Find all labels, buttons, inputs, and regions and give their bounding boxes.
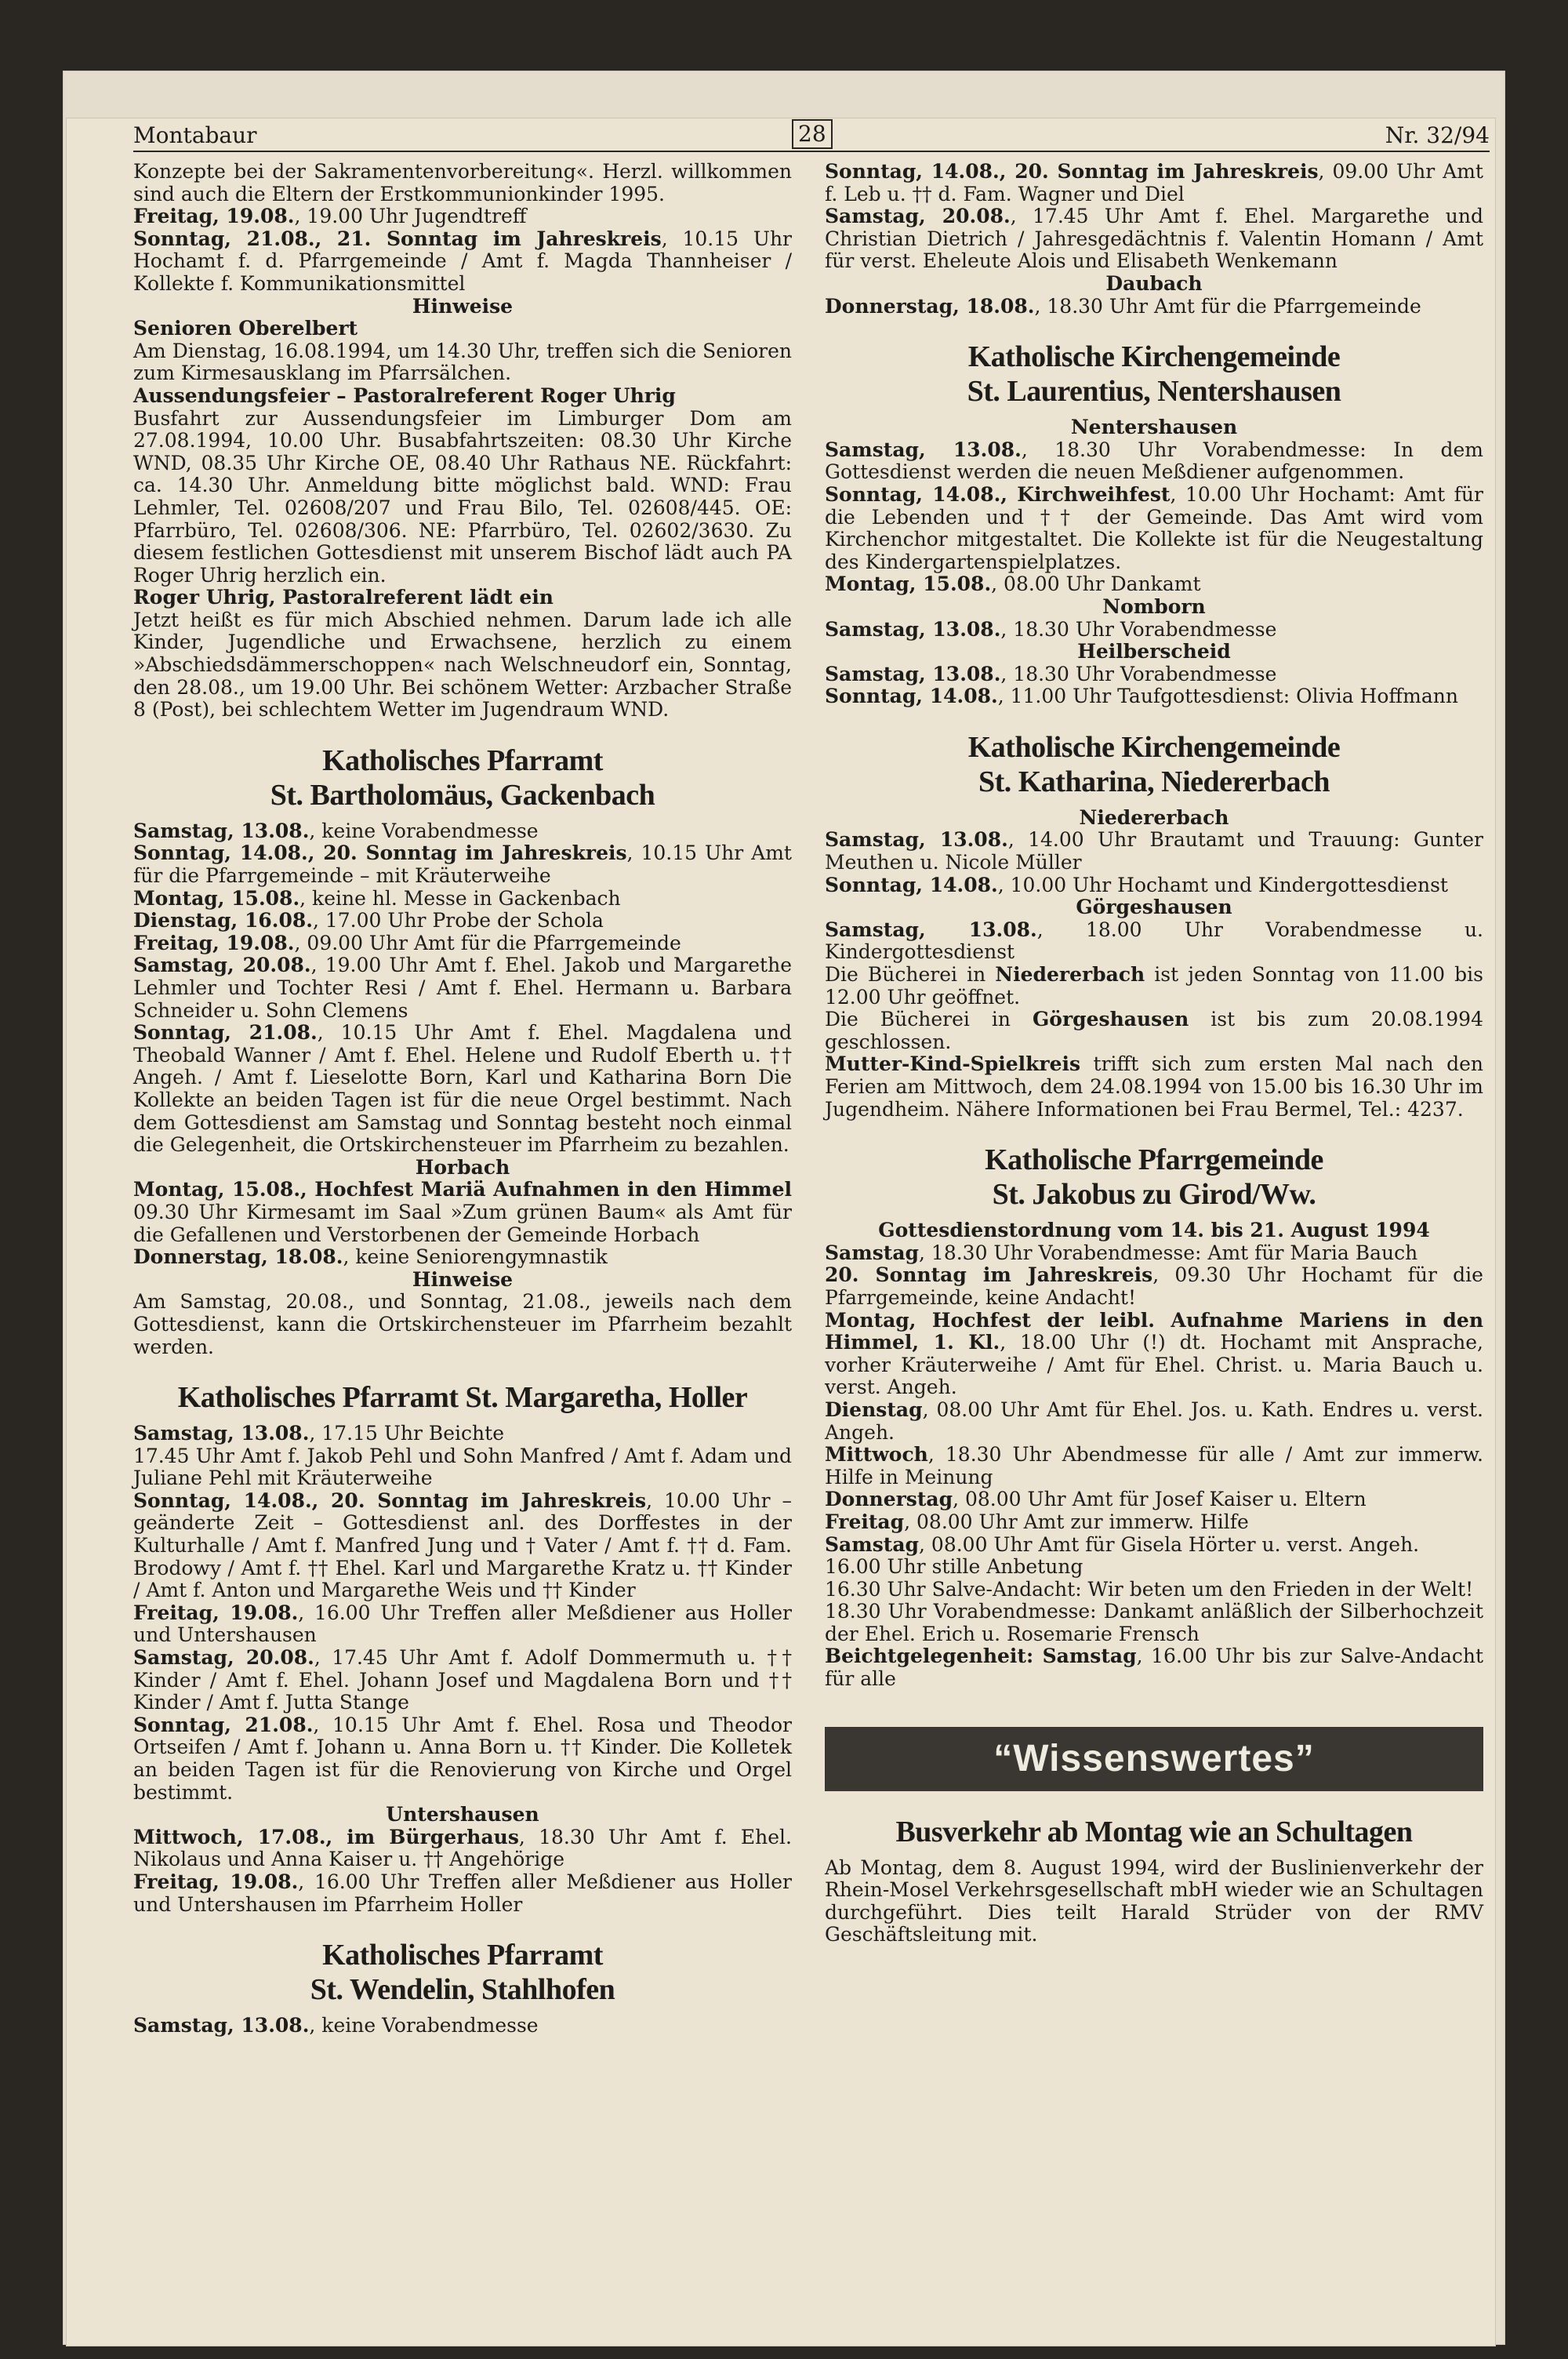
subsection-heading: Horbach (415, 1155, 510, 1179)
paragraph (825, 1601, 1483, 1645)
text-run: , 17.45 Uhr Amt f. Ehel. Margarethe und Christian Dietrich / Jahresgedächtnis f. Valentin Homann / Amt für verst. Eheleute Alois und Elisabeth Wenkemann (825, 205, 1483, 273)
text-run: , 17.00 Uhr Probe der Schola (312, 909, 604, 932)
subsection-heading: Hinweise (412, 294, 514, 318)
paragraph (825, 919, 1483, 964)
paragraph (825, 1556, 1483, 1579)
text-run: , 19.00 Uhr Amt f. Ehel. Jakob und Margarethe Lehmler und Tochter Resi / Amt f. Ehel. Hermann u. Barbara Schneider u. Sohn Clemens (133, 954, 792, 1022)
paragraph (825, 874, 1483, 897)
paragraph (133, 954, 792, 1022)
text-run: , 10.00 Uhr – geänderte Zeit – Gottesdienst anl. des Dorffestes in der Kulturhalle / Amt f. Manfred Jung und † Vater / Amt f. †† d. Fam. Brodowy / Amt f. †† Ehel. Karl und Margarethe Kratz u. †† Kinder / Amt f. Anton und Margarethe Weis und †† Kinder (133, 1488, 792, 1602)
bold-text: Samstag, 13.08. (133, 1422, 310, 1445)
paragraph (825, 1399, 1483, 1444)
bold-text: Freitag, 19.08. (133, 205, 295, 228)
paragraph (133, 1179, 792, 1246)
paragraph (825, 829, 1483, 874)
issue-number: Nr. 32/94 (1385, 122, 1490, 148)
bold-text: Samstag, 20.08. (825, 205, 1011, 228)
text-run: , 16.00 Uhr Treffen aller Meßdiener aus Holler und Untershausen (133, 1601, 792, 1647)
paragraph (133, 842, 792, 887)
bold-text: Sonntag, 14.08., 20. Sonntag im Jahreskreis (133, 1488, 647, 1512)
paragraph (825, 1579, 1483, 1601)
paragraph (825, 296, 1483, 318)
section-heading-line: Katholisches Pfarramt St. Margaretha, Holler (177, 1381, 748, 1415)
bold-text: Görgeshausen (1032, 1008, 1189, 1031)
text-run: , 18.30 Uhr Vorabendmesse: In dem Gottesdienst werden die neuen Meßdiener aufgenommen. (825, 438, 1483, 484)
paragraph (825, 619, 1483, 642)
bold-text: 20. Sonntag im Jahreskreis (825, 1263, 1153, 1287)
paragraph (825, 964, 1483, 1009)
section-heading (133, 1380, 792, 1415)
bold-text: Samstag (825, 1532, 920, 1556)
text-run: 16.30 Uhr Salve-Andacht: Wir beten um den Frieden in der Welt! (825, 1577, 1474, 1601)
paragraph (825, 1857, 1483, 1946)
text-run: ist jeden Sonntag von 11.00 bis 12.00 Uhr geöffnet. (825, 963, 1483, 1009)
paragraph (133, 1871, 792, 1916)
paragraph (825, 663, 1483, 686)
section-heading-line: Busverkehr ab Montag wie an Schultagen (895, 1815, 1413, 1848)
wissenswertes-banner: “Wissenswertes” (825, 1727, 1483, 1791)
paragraph (133, 1490, 792, 1602)
paragraph (133, 385, 792, 408)
paragraph (825, 1053, 1483, 1121)
paragraph (133, 609, 792, 722)
bold-text: Donnerstag, 18.08. (133, 1245, 343, 1269)
bold-text: Donnerstag (825, 1488, 953, 1511)
text-run: , 09.30 Uhr Hochamt für die Pfarrgemeinde, keine Andacht! (825, 1263, 1483, 1309)
right-column (825, 161, 1483, 1946)
section-heading (133, 1938, 792, 2007)
text-run: , 17.15 Uhr Beichte (309, 1422, 504, 1445)
subsection-heading: Nomborn (1102, 594, 1206, 618)
paragraph (825, 1488, 1483, 1511)
left-column (133, 161, 792, 2037)
text-run: , 11.00 Uhr Taufgottesdienst: Olivia Hoffmann (997, 685, 1458, 708)
bold-text: Samstag, 20.08. (133, 1646, 314, 1670)
paragraph (825, 1264, 1483, 1309)
bold-text: Samstag, 20.08. (133, 954, 311, 977)
text-run: , 18.00 Uhr Vorabendmesse u. Kindergottesdienst (825, 918, 1484, 964)
paragraph (133, 318, 792, 340)
paragraph (825, 1310, 1483, 1399)
section-heading-line: Katholisches Pfarramt (322, 743, 603, 777)
bold-text: Sonntag, 14.08., Kirchweihfest (825, 482, 1171, 506)
text-run: , 08.00 Uhr Amt für Ehel. Jos. u. Kath. Endres u. verst. Angeh. (825, 1398, 1483, 1444)
bold-text: Mutter-Kind-Spielkreis (825, 1052, 1081, 1076)
paragraph (825, 484, 1483, 573)
subsection-heading: Gottesdienstordnung vom 14. bis 21. August 1994 (878, 1219, 1430, 1242)
bold-text: Sonntag, 14.08., 20. Sonntag im Jahreskreis (825, 160, 1319, 183)
text-run: , keine hl. Messe in Gackenbach (299, 886, 621, 910)
paragraph (133, 1423, 792, 1445)
text-run: Die Bücherei in (825, 1008, 1033, 1031)
text-run: , 18.00 Uhr (!) dt. Hochamt mit Ansprache, vorher Kräuterweihe / Amt für Ehel. Christ. u. Maria Bauch u. verst. Angeh. (825, 1331, 1483, 1399)
bold-text: Samstag, 13.08. (825, 828, 1008, 852)
paragraph (133, 161, 792, 205)
section-heading (825, 340, 1483, 409)
section-heading-line: Katholisches Pfarramt (322, 1939, 603, 1972)
paragraph (133, 205, 792, 228)
bold-text: Samstag, 13.08. (825, 617, 1001, 641)
text-run: Busfahrt zur Aussendungsfeier im Limburger Dom am 27.08.1994, 10.00 Uhr. Busabfahrtszeiten: 08.30 Uhr Kirche WND, 08.35 Uhr Kirche OE, 08.40 Uhr Rathaus NE. Rückfahrt: ca. 14.30 Uhr. Anmeldung bitte möglichst bald. WND: Frau Lehmler, Tel. 02608/207 und Frau Bilo, Tel. 02608/445. OE: Pfarrbüro, Tel. 02608/306. NE: Pfarrbüro, Tel. 02602/3630. Zu diesem festlichen Gottesdienst mit unserem Bischof lädt auch PA Roger Uhrig herzlich ein. (133, 406, 792, 587)
paragraph (133, 1022, 792, 1157)
paragraph (825, 1534, 1483, 1557)
paragraph (825, 161, 1483, 205)
paragraph (133, 820, 792, 843)
text-run: Am Dienstag, 16.08.1994, um 14.30 Uhr, treffen sich die Senioren zum Kirmesausklang im Pfarrsälchen. (133, 339, 792, 385)
header-town: Montabaur (133, 122, 257, 148)
paragraph (133, 1445, 792, 1490)
paragraph (133, 587, 792, 609)
text-run: ist bis zum 20.08.1994 geschlossen. (825, 1008, 1483, 1053)
text-run: , 17.45 Uhr Amt f. Adolf Dommermuth u. †† Kinder / Amt f. Ehel. Johann Josef und Magdalena Born und †† Kinder / Amt f. Jutta Stange (133, 1646, 792, 1714)
paragraph (133, 408, 792, 587)
bold-text: Freitag, 19.08. (133, 1601, 299, 1624)
text-run: , 18.30 Uhr Amt f. Ehel. Nikolaus und Anna Kaiser u. †† Angehörige (133, 1825, 793, 1871)
text-run: , 09.00 Uhr Amt f. Leb u. †† d. Fam. Wagner und Diel (825, 160, 1483, 205)
bold-text: Sonntag, 21.08., 21. Sonntag im Jahreskreis (133, 227, 662, 250)
subsection-heading: Görgeshausen (1076, 896, 1232, 919)
subsection-heading: Daubach (1105, 271, 1203, 295)
text-run: , keine Seniorengymnastik (343, 1245, 608, 1269)
bold-text: Niedererbach (995, 963, 1145, 987)
section-heading-line: St. Bartholomäus, Gackenbach (270, 778, 655, 812)
paragraph (133, 1246, 792, 1269)
text-run: 16.00 Uhr stille Anbetung (825, 1555, 1083, 1579)
text-run: Am Samstag, 20.08., und Sonntag, 21.08., jeweils nach dem Gottesdienst, kann die Ortskirchensteuer im Pfarrheim bezahlt werden. (133, 1290, 792, 1358)
bold-text: Montag, 15.08. (825, 572, 992, 596)
section-heading-line: Katholische Kirchengemeinde (967, 730, 1341, 764)
text-run: 18.30 Uhr Vorabendmesse: Dankamt anläßlich der Silberhochzeit der Ehel. Erich u. Rosemarie Frensch (825, 1600, 1483, 1645)
bold-text: Sonntag, 14.08. (825, 685, 998, 708)
paragraph (133, 340, 792, 385)
text-run: , 19.00 Uhr Jugendtreff (294, 205, 527, 228)
bold-text: Dienstag, 16.08. (133, 909, 313, 932)
text-run: Konzepte bei der Sakramentenvorbereitung«. Herzl. willkommen sind auch die Eltern der Erstkommunionkinder 1995. (133, 160, 792, 205)
text-run: , 18.30 Uhr Vorabendmesse (1000, 617, 1277, 641)
subsection-heading: Niedererbach (1079, 805, 1229, 829)
bold-text: Senioren Oberelbert (133, 317, 358, 340)
section-heading (133, 743, 792, 812)
text-run: , 08.00 Uhr Dankamt (991, 572, 1201, 596)
text-run: , 10.15 Uhr Amt für die Pfarrgemeinde – mit Kräuterweihe (133, 841, 792, 888)
bold-text: Montag, 15.08. (133, 886, 300, 910)
text-run: trifft sich zum ersten Mal nach den Ferien am Mittwoch, dem 24.08.1994 von 15.00 bis 16.30 Uhr im Jugendheim. Nähere Informationen bei Frau Bermel, Tel.: 4237. (825, 1052, 1483, 1121)
text-run: 17.45 Uhr Amt f. Jakob Pehl und Sohn Manfred / Amt f. Adam und Juliane Pehl mit Kräuterweihe (133, 1444, 792, 1490)
paragraph (825, 439, 1483, 484)
header-rule (133, 151, 1490, 152)
subsection-heading: Heilberscheid (1077, 640, 1231, 663)
subsection-heading: Untershausen (386, 1803, 539, 1826)
section-heading-line: St. Wendelin, Stahlhofen (310, 1973, 615, 2007)
bold-text: Sonntag, 21.08. (133, 1021, 318, 1045)
paragraph (825, 685, 1483, 708)
text-run: , 16.00 Uhr bis zur Salve-Andacht für alle (825, 1645, 1483, 1691)
bold-text: Freitag, 19.08. (133, 931, 295, 954)
bold-text: Montag, Hochfest der leibl. Aufnahme Mariens in den Himmel, 1. Kl. (825, 1308, 1483, 1354)
bold-text: Samstag, 13.08. (825, 662, 1001, 685)
paragraph (133, 932, 792, 955)
section-heading-line: St. Katharina, Niedererbach (978, 765, 1330, 798)
section-heading (825, 730, 1483, 799)
bold-text: Mittwoch (825, 1443, 928, 1467)
page-header (133, 119, 1490, 151)
text-run: Jetzt heißt es für mich Abschied nehmen. Darum lade ich alle Kinder, Jugendliche und Erwachsene, herzlich zu einem »Abschiedsdämmerschoppen« nach Welschneudorf ein, Sonntag, den 28.08., um 19.00 Uhr. Bei schönem Wetter: Arzbacher Straße 8 (Post), bei schlechtem Wetter im Jugendraum WND. (133, 608, 792, 722)
bold-text: Sonntag, 21.08. (133, 1713, 314, 1736)
paragraph (133, 910, 792, 932)
paragraph (825, 1511, 1483, 1534)
bold-text: Mittwoch, 17.08., im Bürgerhaus (133, 1825, 519, 1848)
text-run: , 10.15 Uhr Amt f. Ehel. Magdalena und Theobald Wanner / Amt f. Ehel. Helene und Rudolf Eberth u. †† Angeh. / Amt f. Lieselotte Born, Karl und Katharina Born Die Kollekte an beiden Tagen ist für die neue Orgel bestimmt. Nach dem Gottesdienst am Samstag und Sonntag besteht noch einmal die Gelegenheit, die Ortskirchensteuer im Pfarrheim zu bezahlen. (133, 1021, 793, 1157)
text-run: , 08.00 Uhr Amt für Josef Kaiser u. Eltern (953, 1488, 1367, 1511)
text-run: Die Bücherei in (825, 963, 996, 987)
paragraph (825, 573, 1483, 596)
bold-text: Samstag (825, 1241, 920, 1264)
bold-text: Montag, 15.08., Hochfest Mariä Aufnahmen in den Himmel (133, 1178, 792, 1201)
paragraph (825, 1645, 1483, 1690)
text-run: , 10.15 Uhr Hochamt f. d. Pfarrgemeinde / Amt f. Magda Thannheiser / Kollekte f. Kommunikationsmittel (133, 227, 792, 295)
paragraph (133, 1291, 792, 1358)
paragraph (825, 205, 1483, 273)
paragraph (825, 1242, 1483, 1265)
bold-text: Donnerstag, 18.08. (825, 294, 1035, 318)
paragraph (825, 1009, 1483, 1053)
section-heading (825, 1815, 1483, 1849)
subsection-heading: Hinweise (412, 1267, 514, 1291)
text-run: , 08.00 Uhr Amt für Gisela Hörter u. verst. Angeh. (919, 1532, 1420, 1556)
bold-text: Sonntag, 14.08. (825, 873, 998, 896)
bold-text: Dienstag (825, 1398, 923, 1421)
bold-text: Freitag (825, 1510, 905, 1533)
bold-text: Aussendungsfeier – Pastoralreferent Roger Uhrig (133, 383, 676, 407)
section-heading (825, 1143, 1483, 1212)
paragraph (133, 228, 792, 296)
bold-text: Samstag, 13.08. (133, 2014, 310, 2037)
bold-text: Sonntag, 14.08., 20. Sonntag im Jahreskreis (133, 841, 627, 865)
text-run: , 16.00 Uhr Treffen aller Meßdiener aus Holler und Untershausen im Pfarrheim Holler (133, 1870, 792, 1916)
text-run: , 10.00 Uhr Hochamt: Amt für die Lebenden und †† der Gemeinde. Das Amt wird vom Kirchenchor mitgestaltet. Die Kollekte ist für die Neugestaltung des Kindergartenspielplatzes. (825, 482, 1483, 573)
paragraph (133, 2015, 792, 2037)
paragraph (133, 1714, 792, 1804)
bold-text: Roger Uhrig, Pastoralreferent lädt ein (133, 586, 554, 609)
text-run: , 18.30 Uhr Amt für die Pfarrgemeinde (1034, 294, 1421, 318)
text-run: 09.30 Uhr Kirmesamt im Saal »Zum grünen Baum« als Amt für die Gefallenen und Verstorbenen der Gemeinde Horbach (133, 1200, 792, 1246)
bold-text: Beichtgelegenheit: Samstag (825, 1645, 1137, 1668)
text-run: , 10.15 Uhr Amt f. Ehel. Rosa und Theodor Ortseifen / Amt f. Johann u. Anna Born u. †† Kinder. Die Kolletek an beiden Tagen ist für die Renovierung von Kirche und Orgel bestimmt. (133, 1713, 793, 1804)
text-run: , keine Vorabendmesse (309, 819, 539, 842)
paragraph (133, 888, 792, 911)
bold-text: Samstag, 13.08. (825, 438, 1022, 461)
section-heading-line: Katholische Pfarrgemeinde (985, 1143, 1323, 1177)
text-run: , keine Vorabendmesse (309, 2014, 539, 2037)
bold-text: Freitag, 19.08. (133, 1870, 299, 1893)
text-run: , 18.30 Uhr Vorabendmesse (1000, 662, 1277, 685)
subsection-heading: Nentershausen (1070, 416, 1238, 439)
paragraph (825, 1444, 1483, 1488)
section-heading-line: St. Jakobus zu Girod/Ww. (992, 1178, 1316, 1212)
section-heading-line: St. Laurentius, Nentershausen (967, 375, 1341, 409)
section-heading-line: Katholische Kirchengemeinde (967, 340, 1341, 374)
bold-text: Samstag, 13.08. (825, 918, 1037, 941)
page-number: 28 (792, 119, 833, 149)
text-run: , 18.30 Uhr Abendmesse für alle / Amt zur immerw. Hilfe in Meinung (825, 1443, 1483, 1488)
text-run: , 18.30 Uhr Vorabendmesse: Amt für Maria Bauch (919, 1241, 1418, 1264)
bold-text: Samstag, 13.08. (133, 819, 310, 842)
text-run: , 08.00 Uhr Amt zur immerw. Hilfe (904, 1510, 1249, 1533)
text-run: Ab Montag, dem 8. August 1994, wird der Buslinienverkehr der Rhein-Mosel Verkehrsgesellschaft mbH wieder wie an Schultagen durchgeführt. Dies teilt Harald Strüder von der RMV Geschäftsleitung mit. (825, 1856, 1483, 1946)
paragraph (133, 1602, 792, 1647)
text-run: , 14.00 Uhr Brautamt und Trauung: Gunter Meuthen u. Nicole Müller (825, 828, 1484, 874)
paragraph (133, 1647, 792, 1714)
paragraph (133, 1826, 792, 1871)
text-run: , 10.00 Uhr Hochamt und Kindergottesdienst (997, 873, 1448, 896)
text-run: , 09.00 Uhr Amt für die Pfarrgemeinde (294, 931, 681, 954)
